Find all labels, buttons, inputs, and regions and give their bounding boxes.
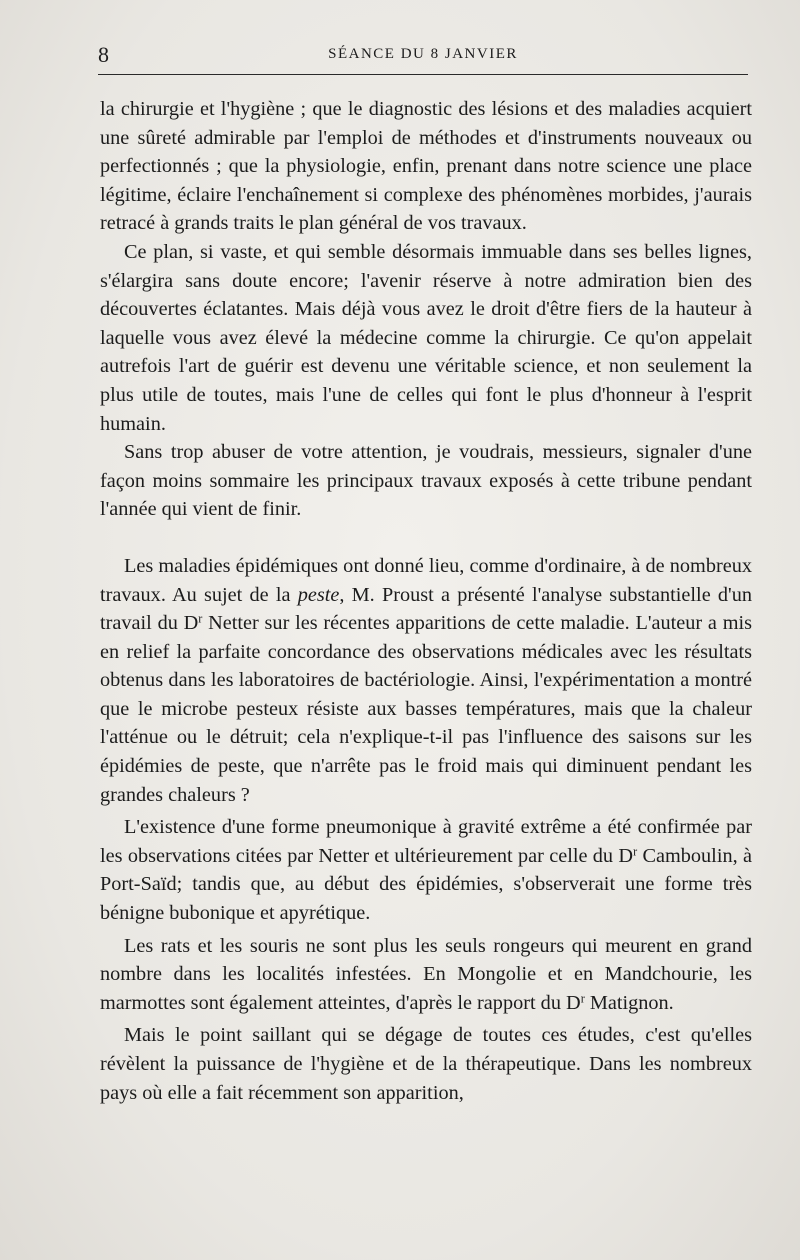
paragraph: L'existence d'une forme pneumonique à gravité extrême a été confirmée par les observations citées par Netter et ultérieurement par celle du $D^r$ Camboulin, à Port-Saïd; tandis que, au début des épidémies, s'observerait une forme très bénigne bubonique et apyrétique. <box>100 816 752 925</box>
paragraph: Sans trop abuser de votre attention, je voudrais, messieurs, signaler d'une façon moins sommaire les principaux travaux exposés à cette tribune pendant l'année qui vient de finir. <box>100 441 752 521</box>
superscript: r <box>633 844 638 859</box>
paragraph: Mais le point saillant qui se dégage de toutes ces études, c'est qu'elles révèlent la puissance de l'hygiène et de la thérapeutique. Dans les nombreux pays où elle a fait récemment son apparition, <box>100 1024 752 1104</box>
paragraph: la chirurgie et l'hygiène ; que le diagnostic des lésions et des maladies acquiert une sûreté admirable par l'emploi de méthodes et d'instruments nouveaux ou perfectionnés ; que la physiologie, enfin, prenant dans notre science une place légitime, éclaire l'enchaînement si complexe des phénomènes morbides, j'aurais retracé à grands traits le plan général de vos travaux. <box>100 98 752 235</box>
page-number: 8 <box>98 42 109 67</box>
superscript: r <box>198 611 203 626</box>
italic-term: peste <box>297 583 340 606</box>
running-head <box>98 40 748 75</box>
paragraph: Ce plan, si vaste, et qui semble désormais immuable dans ses belles lignes, s'élargira sans doute encore; l'avenir réserve à notre admiration bien des découvertes éclatantes. Mais déjà vous avez le droit d'être fiers de la hauteur à laquelle vous avez élevé la médecine comme la chirurgie. Ce qu'on appelait autrefois l'art de guérir est devenu une véritable science, et non seulement la plus utile de toutes, mais l'une de celles qui font le plus d'honneur à l'esprit humain. <box>100 240 752 435</box>
paragraph: Les maladies épidémiques ont donné lieu, comme d'ordinaire, à de nombreux travaux. Au sujet de la peste, M. Proust a présenté l'analyse substantielle d'un travail du $D^r$ Netter sur les récentes apparitions de cette maladie. L'auteur a mis en relief la parfaite concordance des observations médicales avec les résultats obtenus dans les laboratoires de bactériologie. Ainsi, l'expérimentation a montré que le microbe pesteux résiste aux basses températures, mais que la chaleur l'atténue ou le détruit; cela n'explique-t-il pas l'influence des saisons sur les épidémies de peste, que n'arrête pas le froid mais qui diminuent pendant les grandes chaleurs ? <box>100 554 752 806</box>
superscript: r <box>580 991 585 1006</box>
body-text <box>100 95 752 1107</box>
header-title: SÉANCE DU 8 JANVIER <box>328 46 518 62</box>
paragraph: Les rats et les souris ne sont plus les seuls rongeurs qui meurent en grand nombre dans les localités infestées. En Mongolie et en Mandchourie, les marmottes sont également atteintes, d'après le rapport du $D^r$ Matignon. <box>100 934 752 1014</box>
